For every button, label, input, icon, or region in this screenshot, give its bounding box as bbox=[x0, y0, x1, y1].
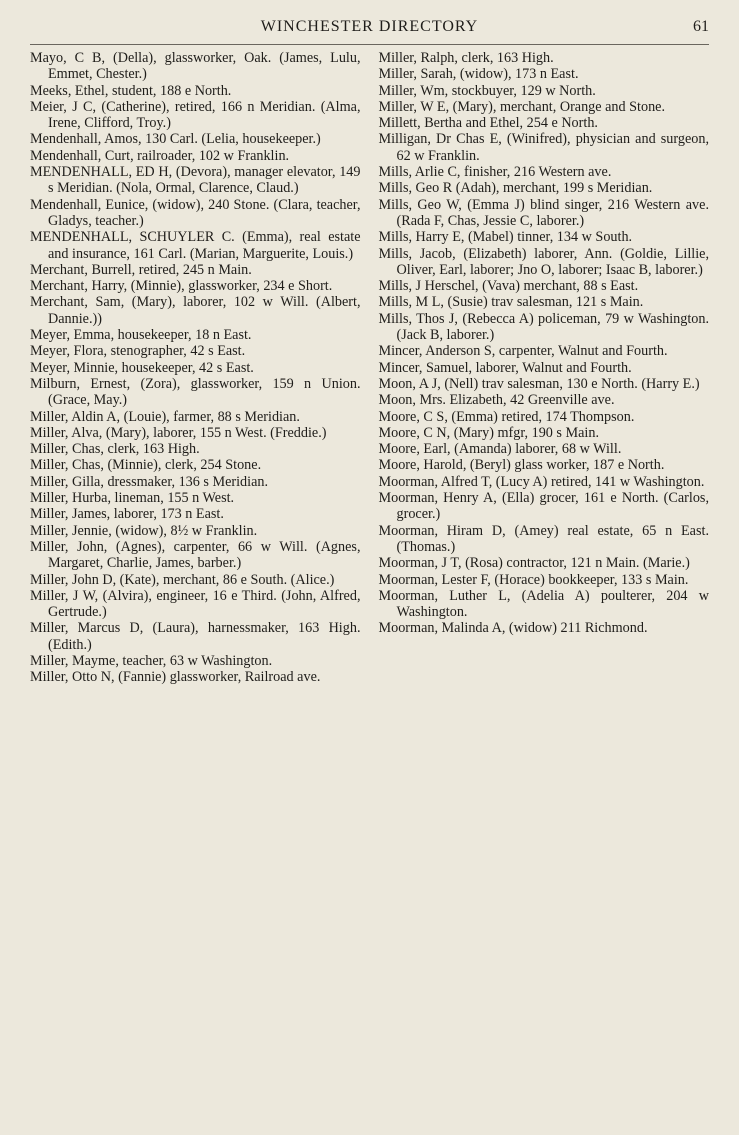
directory-entry: Moorman, Malinda A, (widow) 211 Richmond. bbox=[378, 620, 648, 637]
directory-entry: Miller, John, (Agnes), carpenter, 66 w Will. (Agnes, Margaret, Charlie, James, barber.) bbox=[30, 538, 361, 572]
directory-entry: Merchant, Harry, (Minnie), glassworker, 234 e Short. bbox=[30, 278, 333, 295]
directory-entry: Mills, Thos J, (Rebecca A) policeman, 79 w Washington. (Jack B, laborer.) bbox=[378, 310, 709, 344]
directory-entry: Miller, Marcus D, (Laura), harnessmaker, 163 High. (Edith.) bbox=[30, 620, 361, 653]
directory-entry: Milligan, Dr Chas E, (Winifred), physician and surgeon, 62 w Franklin. bbox=[378, 131, 709, 164]
directory-entry: Moorman, Hiram D, (Amey) real estate, 65 n East. (Thomas.) bbox=[378, 522, 709, 555]
directory-entry: Meier, J C, (Catherine), retired, 166 n Meridian. (Alma, Irene, Clifford, Troy.) bbox=[30, 98, 361, 132]
directory-entry: Mendenhall, Curt, railroader, 102 w Franklin. bbox=[30, 147, 290, 164]
directory-entry: Miller, Ralph, clerk, 163 High. bbox=[378, 50, 554, 66]
directory-entry: Mills, Jacob, (Elizabeth) laborer, Ann. (Goldie, Lillie, Oliver, Earl, laborer; Jno O, laborer; Isaac B, laborer.) bbox=[378, 245, 709, 278]
directory-entry: Millett, Bertha and Ethel, 254 e North. bbox=[378, 115, 598, 132]
directory-entry: Moorman, Lester F, (Horace) bookkeeper, 133 s Main. bbox=[378, 571, 689, 588]
directory-entry: Miller, John D, (Kate), merchant, 86 e South. (Alice.) bbox=[30, 571, 335, 588]
directory-entry: Mincer, Samuel, laborer, Walnut and Fourth. bbox=[378, 359, 632, 376]
directory-entry: Moore, C N, (Mary) mfgr, 190 s Main. bbox=[378, 424, 599, 441]
directory-entry: Moore, Harold, (Beryl) glass worker, 187 e North. bbox=[378, 457, 665, 474]
directory-entry: Meeks, Ethel, student, 188 e North. bbox=[30, 82, 232, 99]
directory-entry: Meyer, Minnie, housekeeper, 42 s East. bbox=[30, 359, 254, 376]
directory-entry: Miller, Gilla, dressmaker, 136 s Meridian. bbox=[30, 473, 269, 490]
directory-entry: Mills, J Herschel, (Vava) merchant, 88 s East. bbox=[378, 278, 639, 295]
directory-columns bbox=[30, 50, 709, 686]
directory-entry: Mendenhall, Eunice, (widow), 240 Stone. (Clara, teacher, Gladys, teacher.) bbox=[30, 196, 361, 229]
directory-entry: Milburn, Ernest, (Zora), glassworker, 159 n Union. (Grace, May.) bbox=[30, 375, 361, 409]
directory-entry: Moore, Earl, (Amanda) laborer, 68 w Will. bbox=[378, 441, 622, 458]
directory-entry: Mayo, C B, (Della), glassworker, Oak. (James, Lulu, Emmet, Chester.) bbox=[30, 50, 361, 83]
directory-entry: Miller, Mayme, teacher, 63 w Washington. bbox=[30, 652, 273, 669]
directory-entry: Moorman, Alfred T, (Lucy A) retired, 141 w Washington. bbox=[378, 473, 705, 490]
directory-entry: Mills, Arlie C, finisher, 216 Western ave. bbox=[378, 164, 612, 181]
directory-entry: Meyer, Flora, stenographer, 42 s East. bbox=[30, 343, 246, 360]
page-title: WINCHESTER DIRECTORY bbox=[260, 18, 479, 35]
directory-entry: Miller, Aldin A, (Louie), farmer, 88 s Meridian. bbox=[30, 408, 300, 425]
right-column bbox=[379, 50, 710, 686]
directory-entry: MENDENHALL, SCHUYLER C. (Emma), real estate and insurance, 161 Carl. (Marian, Marguerite, Louis.) bbox=[30, 229, 361, 262]
directory-entry: Moorman, Henry A, (Ella) grocer, 161 e North. (Carlos, grocer.) bbox=[378, 490, 709, 523]
directory-entry: Meyer, Emma, housekeeper, 18 n East. bbox=[30, 327, 252, 344]
directory-entry: Miller, James, laborer, 173 n East. bbox=[30, 506, 224, 523]
directory-entry: Mills, Geo W, (Emma J) blind singer, 216 Western ave. (Rada F, Chas, Jessie C, laborer.) bbox=[378, 196, 709, 229]
directory-entry: Miller, J W, (Alvira), engineer, 16 e Third. (John, Alfred, Gertrude.) bbox=[30, 587, 361, 621]
page-number: 61 bbox=[693, 18, 709, 35]
directory-entry: Merchant, Sam, (Mary), laborer, 102 w Will. (Albert, Dannie.)) bbox=[30, 294, 361, 327]
directory-entry: MENDENHALL, ED H, (Devora), manager elevator, 149 s Meridian. (Nola, Ormal, Clarence, Claud.) bbox=[30, 164, 361, 197]
directory-entry: Miller, Chas, (Minnie), clerk, 254 Stone. bbox=[30, 457, 262, 474]
directory-entry: Miller, Otto N, (Fannie) glassworker, Railroad ave. bbox=[30, 669, 321, 686]
directory-entry: Miller, Hurba, lineman, 155 n West. bbox=[30, 490, 235, 507]
directory-entry: Moorman, Luther L, (Adelia A) poulterer, 204 w Washington. bbox=[378, 587, 709, 621]
directory-entry: Miller, Alva, (Mary), laborer, 155 n West. (Freddie.) bbox=[30, 424, 327, 441]
directory-entry: Mendenhall, Amos, 130 Carl. (Lelia, housekeeper.) bbox=[30, 131, 321, 148]
directory-entry: Mills, M L, (Susie) trav salesman, 121 s Main. bbox=[378, 294, 644, 311]
directory-entry: Moon, A J, (Nell) trav salesman, 130 e North. (Harry E.) bbox=[378, 375, 700, 392]
page-header bbox=[30, 14, 709, 44]
directory-entry: Miller, Sarah, (widow), 173 n East. bbox=[378, 66, 579, 83]
directory-entry: Merchant, Burrell, retired, 245 n Main. bbox=[30, 261, 252, 278]
header-rule bbox=[30, 44, 709, 45]
directory-entry: Mills, Geo R (Adah), merchant, 199 s Meridian. bbox=[378, 180, 653, 197]
directory-entry: Moon, Mrs. Elizabeth, 42 Greenville ave. bbox=[378, 392, 615, 409]
directory-entry: Miller, Wm, stockbuyer, 129 w North. bbox=[378, 82, 596, 99]
directory-entry: Miller, Chas, clerk, 163 High. bbox=[30, 441, 200, 458]
directory-entry: Mincer, Anderson S, carpenter, Walnut and Fourth. bbox=[378, 343, 668, 360]
left-column bbox=[30, 50, 361, 686]
directory-entry: Miller, W E, (Mary), merchant, Orange and Stone. bbox=[378, 98, 666, 115]
directory-entry: Mills, Harry E, (Mabel) tinner, 134 w South. bbox=[378, 229, 633, 246]
directory-entry: Moore, C S, (Emma) retired, 174 Thompson. bbox=[378, 408, 635, 425]
directory-entry: Moorman, J T, (Rosa) contractor, 121 n Main. (Marie.) bbox=[378, 555, 690, 572]
directory-entry: Miller, Jennie, (widow), 8½ w Franklin. bbox=[30, 522, 258, 539]
